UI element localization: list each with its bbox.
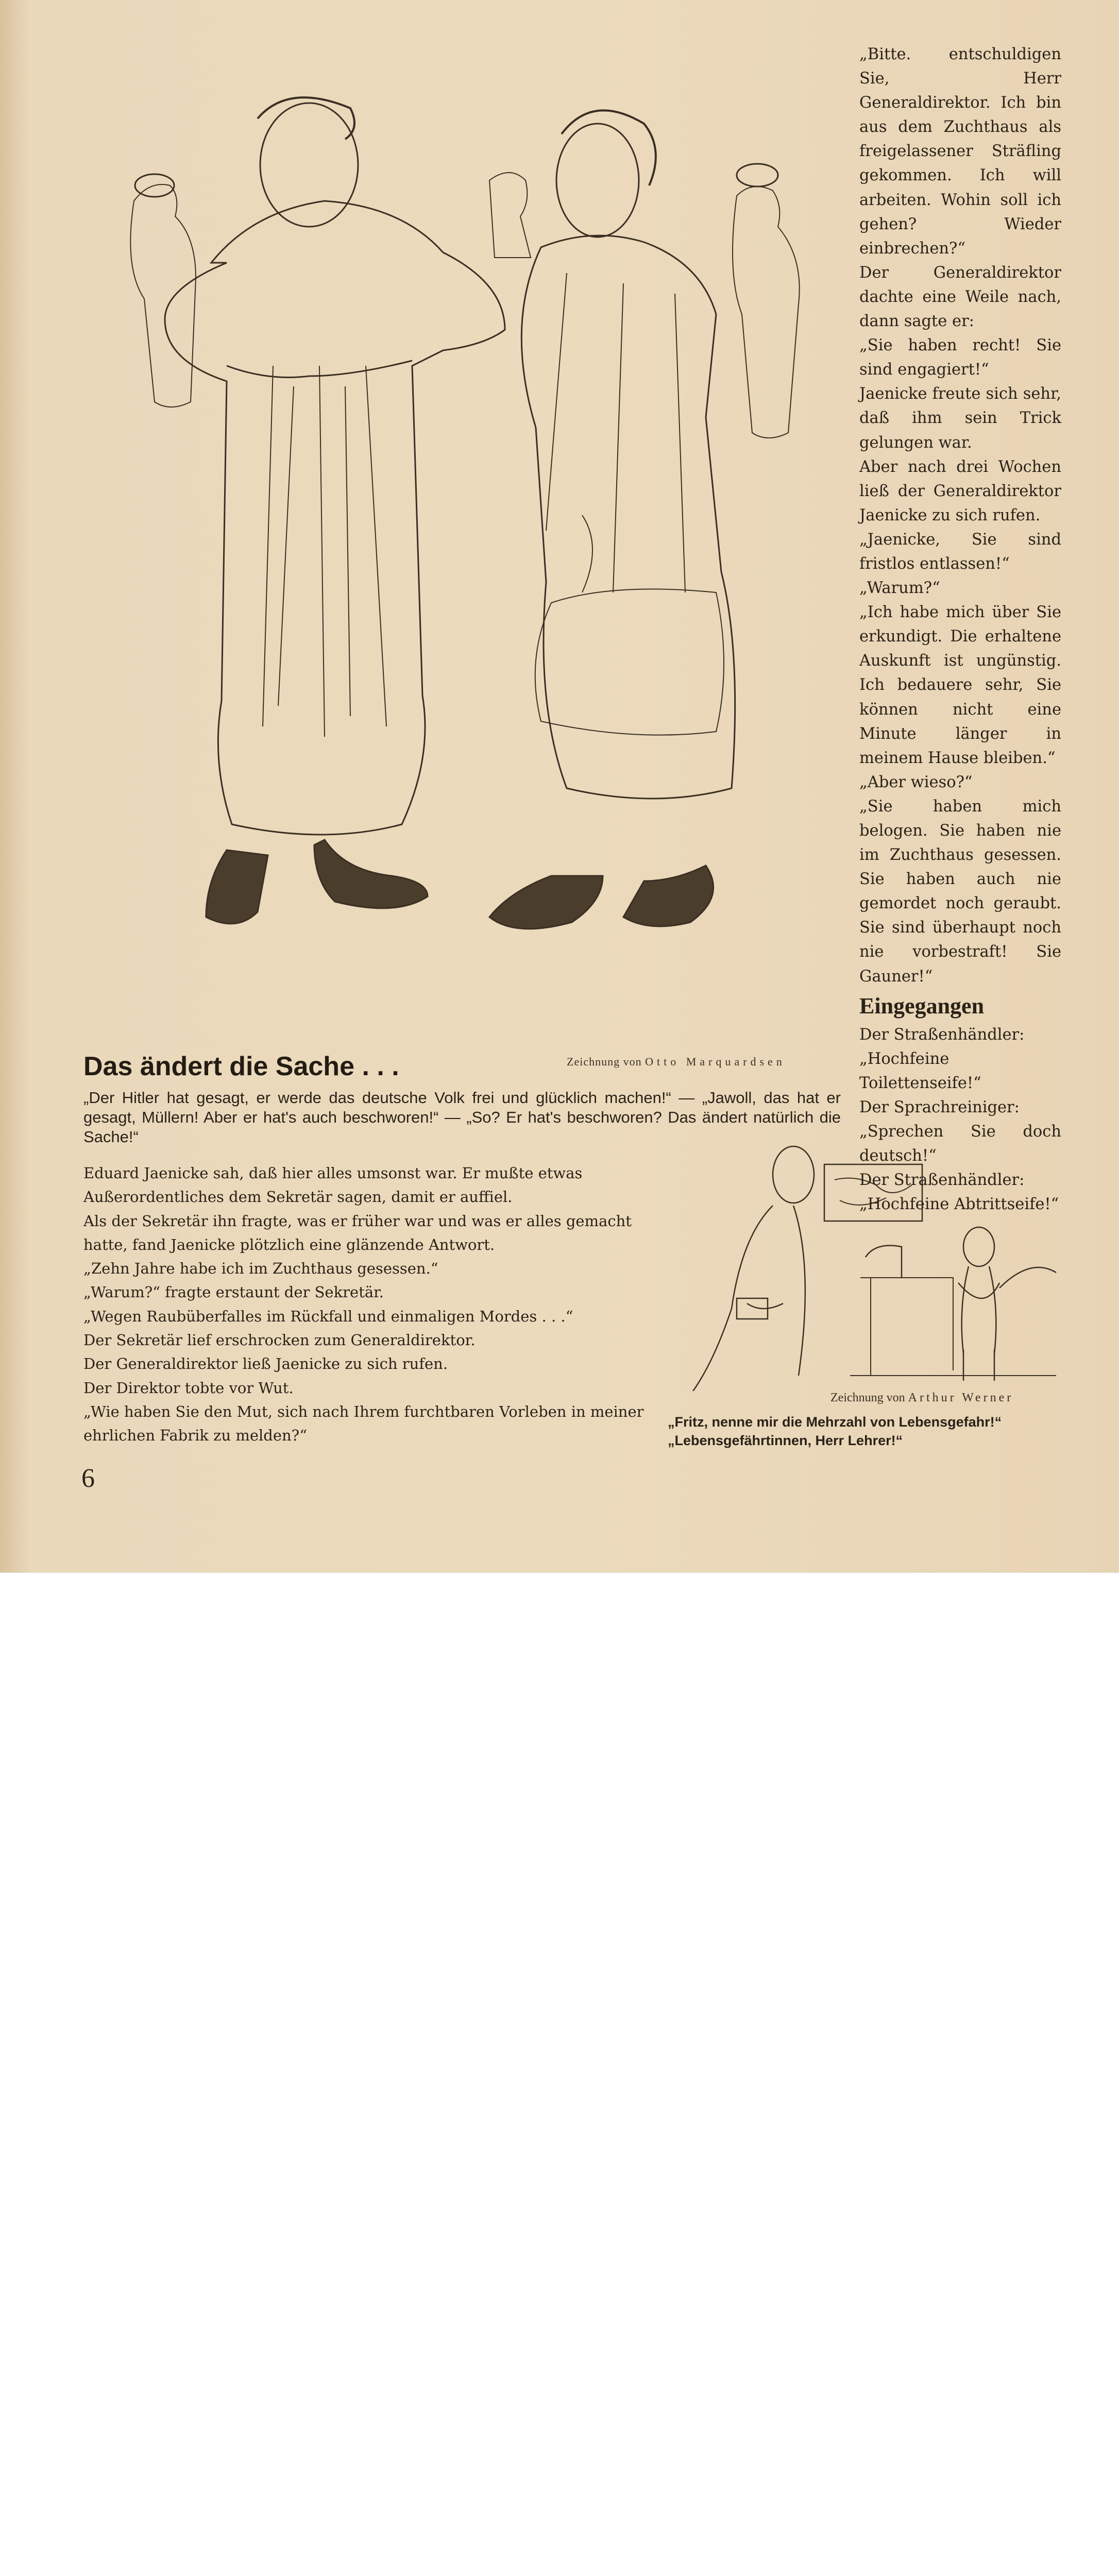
- right-paragraph: „Sie haben mich belogen. Sie haben nie im Zuchthaus gesessen. Sie haben auch nie gemordet noch geraubt. Sie sind überhaupt noch nie vorbestraft! Sie Gauner!“: [859, 797, 1061, 986]
- right-paragraph: Aber nach drei Wochen ließ der Generaldirektor Jaenicke zu sich rufen.: [859, 457, 1061, 524]
- right-paragraph: „Ich habe mich über Sie erkundigt. Die erhaltene Auskunft ist ungünstig. Ich bedauere sehr, Sie können nicht eine Minute länger in meinem Hause bleiben.“: [859, 603, 1061, 767]
- right-paragraph: „Bitte. entschuldigen Sie, Herr Generaldirektor. Ich bin aus dem Zuchthaus als freigelassener Sträfling gekommen. Ich will arbeiten. Wohin soll ich gehen? Wieder einbrechen?“: [859, 45, 1061, 258]
- right-paragraph: Der Generaldirektor dachte eine Weile nach, dann sagte er:: [859, 263, 1061, 331]
- story-paragraph: Der Sekretär lief erschrocken zum Generaldirektor.: [83, 1331, 476, 1349]
- cartoon-title: Das ändert die Sache . . .: [83, 1052, 399, 1081]
- story-paragraph: Der Direktor tobte vor Wut.: [83, 1379, 294, 1397]
- credit-prefix: Zeichnung von: [567, 1055, 642, 1068]
- credit-prefix: Zeichnung von: [830, 1391, 905, 1404]
- caption-line: „Lebensgefährtinnen, Herr Lehrer!“: [668, 1433, 903, 1448]
- footer-bar: [0, 1572, 1119, 1653]
- cartoon-credit: [567, 1055, 786, 1069]
- joke-line: Der Straßenhändler:: [859, 1025, 1025, 1044]
- page-number: 6: [81, 1464, 95, 1493]
- small-cartoon-credit: [830, 1391, 1013, 1405]
- right-paragraph: „Aber wieso?“: [859, 773, 973, 791]
- main-cartoon-illustration: [77, 77, 835, 1041]
- story-paragraph: „Zehn Jahre habe ich im Zuchthaus gesessen.“: [83, 1260, 438, 1278]
- story-paragraph: Als der Sekretär ihn fragte, was er früher war und was er alles gemacht hatte, fand Jaenicke plötzlich eine glänzende Antwort.: [83, 1212, 632, 1253]
- joke-line: Der Sprachreiniger:: [859, 1098, 1020, 1116]
- small-cartoon-caption: [668, 1413, 1002, 1450]
- right-paragraph: „Sie haben recht! Sie sind engagiert!“: [859, 336, 1061, 379]
- cartoon-caption: „Der Hitler hat gesagt, er werde das deutsche Volk frei und glücklich machen!“ — „Jawoll, das hat er gesagt, Müllern! Aber er hat's auch beschworen!“ — „So? Er hat's beschworen? Das ändert natürlich die Sache!“: [83, 1089, 841, 1146]
- right-paragraph: „Warum?“: [859, 579, 940, 598]
- credit-artist: Otto Marquardsen: [645, 1055, 786, 1068]
- joke-line: „Hochfeine Toilettenseife!“: [859, 1049, 981, 1092]
- joke-line: „Sprechen Sie doch deutsch!“: [859, 1123, 1061, 1165]
- story-column: [83, 1161, 646, 1448]
- story-paragraph: „Warum?“ fragte erstaunt der Sekretär.: [83, 1283, 384, 1301]
- right-paragraph: „Jaenicke, Sie sind fristlos entlassen!“: [859, 530, 1061, 573]
- right-paragraph: Jaenicke freute sich sehr, daß ihm sein Trick gelungen war.: [859, 385, 1061, 452]
- story-paragraph: „Wie haben Sie den Mut, sich nach Ihrem furchtbaren Vorleben in meiner ehrlichen Fabrik zu melden?“: [83, 1402, 644, 1445]
- caption-line: „Fritz, nenne mir die Mehrzahl von Lebensgefahr!“: [668, 1414, 1002, 1430]
- story-paragraph: Der Generaldirektor ließ Jaenicke zu sich rufen.: [83, 1355, 448, 1373]
- joke-line: Der Straßenhändler:: [859, 1171, 1025, 1190]
- joke-line: „Hochfeine Abtrittseife!“: [859, 1195, 1059, 1214]
- story-paragraph: „Wegen Raubüberfalles im Rückfall und einmaligen Mordes . . .“: [83, 1307, 573, 1325]
- story-paragraph: Eduard Jaenicke sah, daß hier alles umsonst war. Er mußte etwas Außerordentliches dem Sekretär sagen, damit er auffiel.: [83, 1164, 583, 1206]
- eingegangen-heading: Eingegangen: [859, 993, 985, 1019]
- right-text-column: [859, 42, 1061, 1216]
- credit-artist: Arthur Werner: [908, 1391, 1014, 1404]
